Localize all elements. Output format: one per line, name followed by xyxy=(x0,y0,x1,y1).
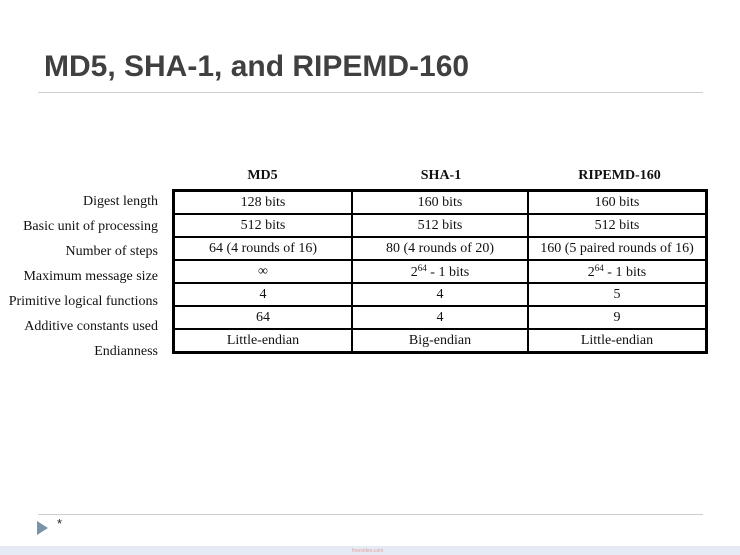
cell-md5-digest-length: 128 bits xyxy=(174,191,353,215)
cell-sha1-constants: 4 xyxy=(352,306,528,329)
cell-ripemd-basic-unit: 512 bits xyxy=(528,214,707,237)
cell-md5-endianness: Little-endian xyxy=(174,329,353,353)
row-label-basic-unit: Basic unit of processing xyxy=(23,219,158,234)
power-exponent: 64 xyxy=(417,262,427,273)
row-label-max-message-size: Maximum message size xyxy=(23,269,158,284)
table-row xyxy=(174,260,707,283)
slide-title: MD5, SHA-1, and RIPEMD-160 xyxy=(44,50,470,83)
row-label-digest-length: Digest length xyxy=(82,194,158,209)
row-label-additive-constants: Additive constants used xyxy=(24,319,158,334)
cell-sha1-digest-length: 160 bits xyxy=(352,191,528,215)
table-row xyxy=(174,283,707,306)
watermark: freevideo.com xyxy=(352,548,384,554)
power-remainder: - 1 bits xyxy=(603,264,647,280)
title-divider xyxy=(38,92,703,93)
cell-sha1-steps: 80 (4 rounds of 20) xyxy=(352,237,528,260)
row-label-endianness: Endianness xyxy=(94,344,158,359)
power-exponent: 64 xyxy=(594,262,604,273)
cell-ripemd-logical-functions: 5 xyxy=(528,283,707,306)
cell-sha1-endianness: Big-endian xyxy=(352,329,528,353)
footer-divider xyxy=(38,514,703,515)
column-header-md5: MD5 xyxy=(247,168,278,183)
row-label-logical-functions: Primitive logical functions xyxy=(8,294,158,309)
table-row xyxy=(174,214,707,237)
table-row xyxy=(174,329,707,353)
cell-ripemd-max-size xyxy=(528,260,707,283)
cell-md5-steps: 64 (4 rounds of 16) xyxy=(174,237,353,260)
cell-ripemd-endianness: Little-endian xyxy=(528,329,707,353)
footer-marker: * xyxy=(57,516,63,531)
column-header-sha1: SHA-1 xyxy=(420,168,462,183)
row-labels xyxy=(0,189,158,364)
table-row xyxy=(174,191,707,215)
cell-ripemd-digest-length: 160 bits xyxy=(528,191,707,215)
cell-ripemd-constants: 9 xyxy=(528,306,707,329)
column-header-ripemd160: RIPEMD-160 xyxy=(578,168,661,183)
cell-sha1-basic-unit: 512 bits xyxy=(352,214,528,237)
cell-sha1-max-size xyxy=(352,260,528,283)
hash-comparison-table xyxy=(172,189,708,354)
row-label-number-of-steps: Number of steps xyxy=(65,244,158,259)
cell-md5-basic-unit: 512 bits xyxy=(174,214,353,237)
cell-sha1-logical-functions: 4 xyxy=(352,283,528,306)
power-base: 2 xyxy=(587,264,595,280)
power-remainder: - 1 bits xyxy=(426,264,470,280)
table-row xyxy=(174,237,707,260)
triangle-bullet-icon xyxy=(37,521,48,535)
power-base: 2 xyxy=(410,264,418,280)
cell-md5-constants: 64 xyxy=(174,306,353,329)
table-row xyxy=(174,306,707,329)
cell-md5-logical-functions: 4 xyxy=(174,283,353,306)
cell-md5-max-size: ∞ xyxy=(174,260,353,283)
cell-ripemd-steps: 160 (5 paired rounds of 16) xyxy=(528,237,707,260)
